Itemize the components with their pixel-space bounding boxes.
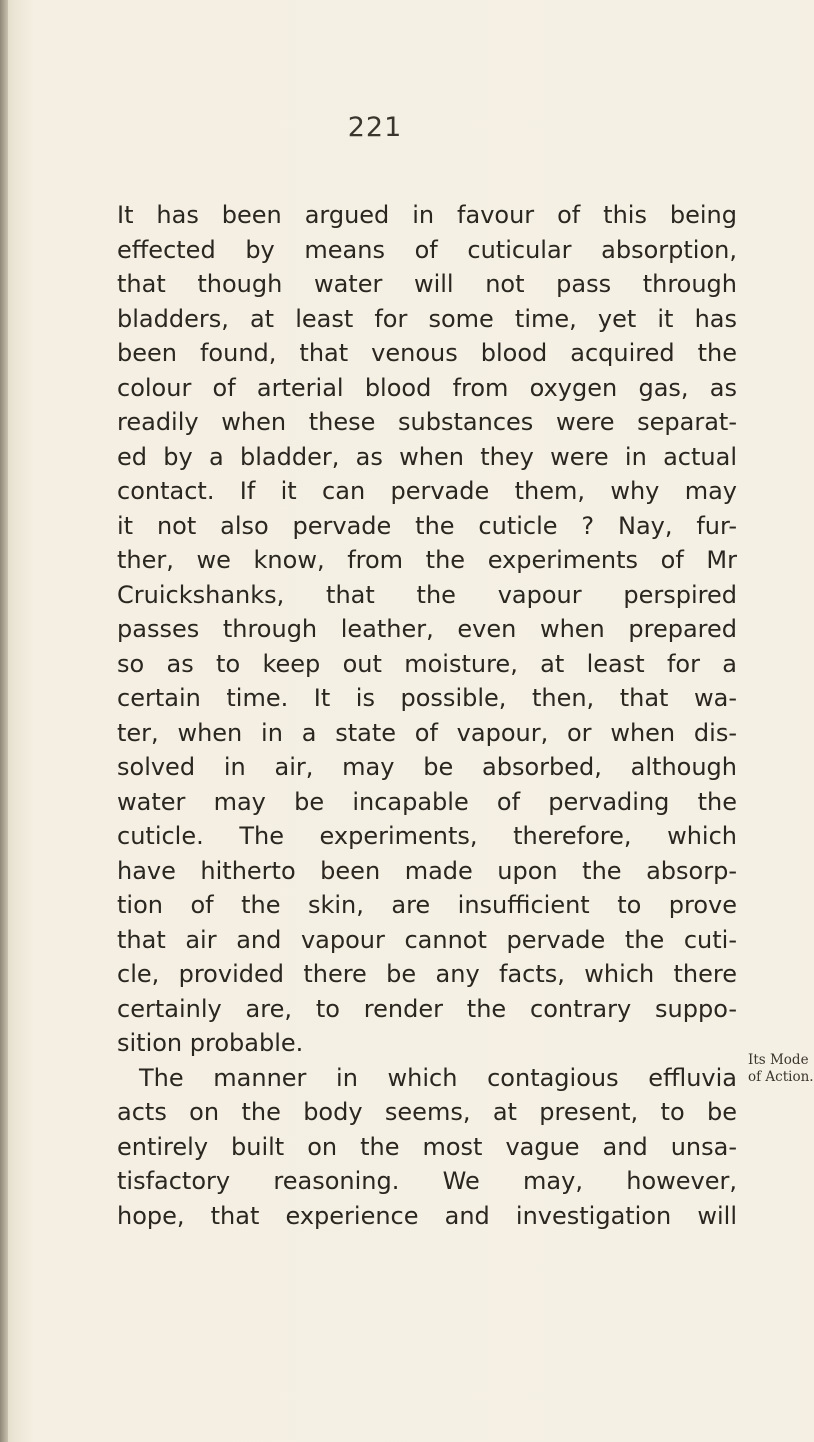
text-line: The manner in which contagious effluvia	[139, 1063, 737, 1092]
text-line: Cruickshanks, that the vapour perspired	[117, 580, 737, 609]
text-line: entirely built on the most vague and unsa-	[117, 1132, 737, 1161]
text-line: been found, that venous blood acquired the	[117, 339, 737, 367]
text-line: hope, that experience and investigation will	[117, 1201, 737, 1230]
text-line: acts on the body seems, at present, to be	[117, 1098, 737, 1126]
text-line: It has been argued in favour of this being	[117, 201, 737, 229]
margin-note-line: Its Mode	[748, 1052, 809, 1068]
margin-note	[748, 1052, 814, 1086]
text-line: colour of arterial blood from oxygen gas, as	[117, 373, 737, 402]
text-line: passes through leather, even when prepared	[117, 615, 737, 643]
text-line: certain time. It is possible, then, that wa-	[117, 684, 737, 712]
text-line: bladders, at least for some time, yet it has	[117, 304, 737, 333]
text-line: ther, we know, from the experiments of Mr	[117, 546, 737, 574]
text-line: solved in air, may be absorbed, although	[117, 753, 737, 781]
text-line: so as to keep out moisture, at least for a	[117, 649, 737, 678]
text-line: water may be incapable of pervading the	[117, 787, 737, 816]
text-line: readily when these substances were separat-	[117, 408, 737, 436]
text-line: sition probable.	[117, 1029, 304, 1057]
text-line: it not also pervade the cuticle ? Nay, fur-	[117, 511, 737, 540]
page-gutter-shadow	[0, 0, 8, 1442]
body-text	[117, 198, 737, 1233]
margin-note-line: of Action.	[748, 1069, 814, 1085]
text-line: effected by means of cuticular absorption,	[117, 235, 737, 264]
text-line: ed by a bladder, as when they were in actual	[117, 442, 737, 471]
paragraph	[117, 198, 737, 1061]
text-line: ter, when in a state of vapour, or when dis-	[117, 718, 737, 747]
text-line: tion of the skin, are insufficient to prove	[117, 891, 737, 919]
text-line: tisfactory reasoning. We may, however,	[117, 1167, 737, 1195]
text-line: certainly are, to render the contrary suppo-	[117, 994, 737, 1023]
text-line: have hitherto been made upon the absorp-	[117, 856, 737, 885]
text-line: cle, provided there be any facts, which there	[117, 960, 737, 988]
text-line: that air and vapour cannot pervade the cuti-	[117, 925, 737, 954]
paragraph	[117, 1061, 737, 1234]
text-line: cuticle. The experiments, therefore, which	[117, 822, 737, 850]
text-line: contact. If it can pervade them, why may	[117, 477, 737, 505]
page-number: 221	[347, 112, 403, 143]
text-line: that though water will not pass through	[117, 270, 737, 298]
